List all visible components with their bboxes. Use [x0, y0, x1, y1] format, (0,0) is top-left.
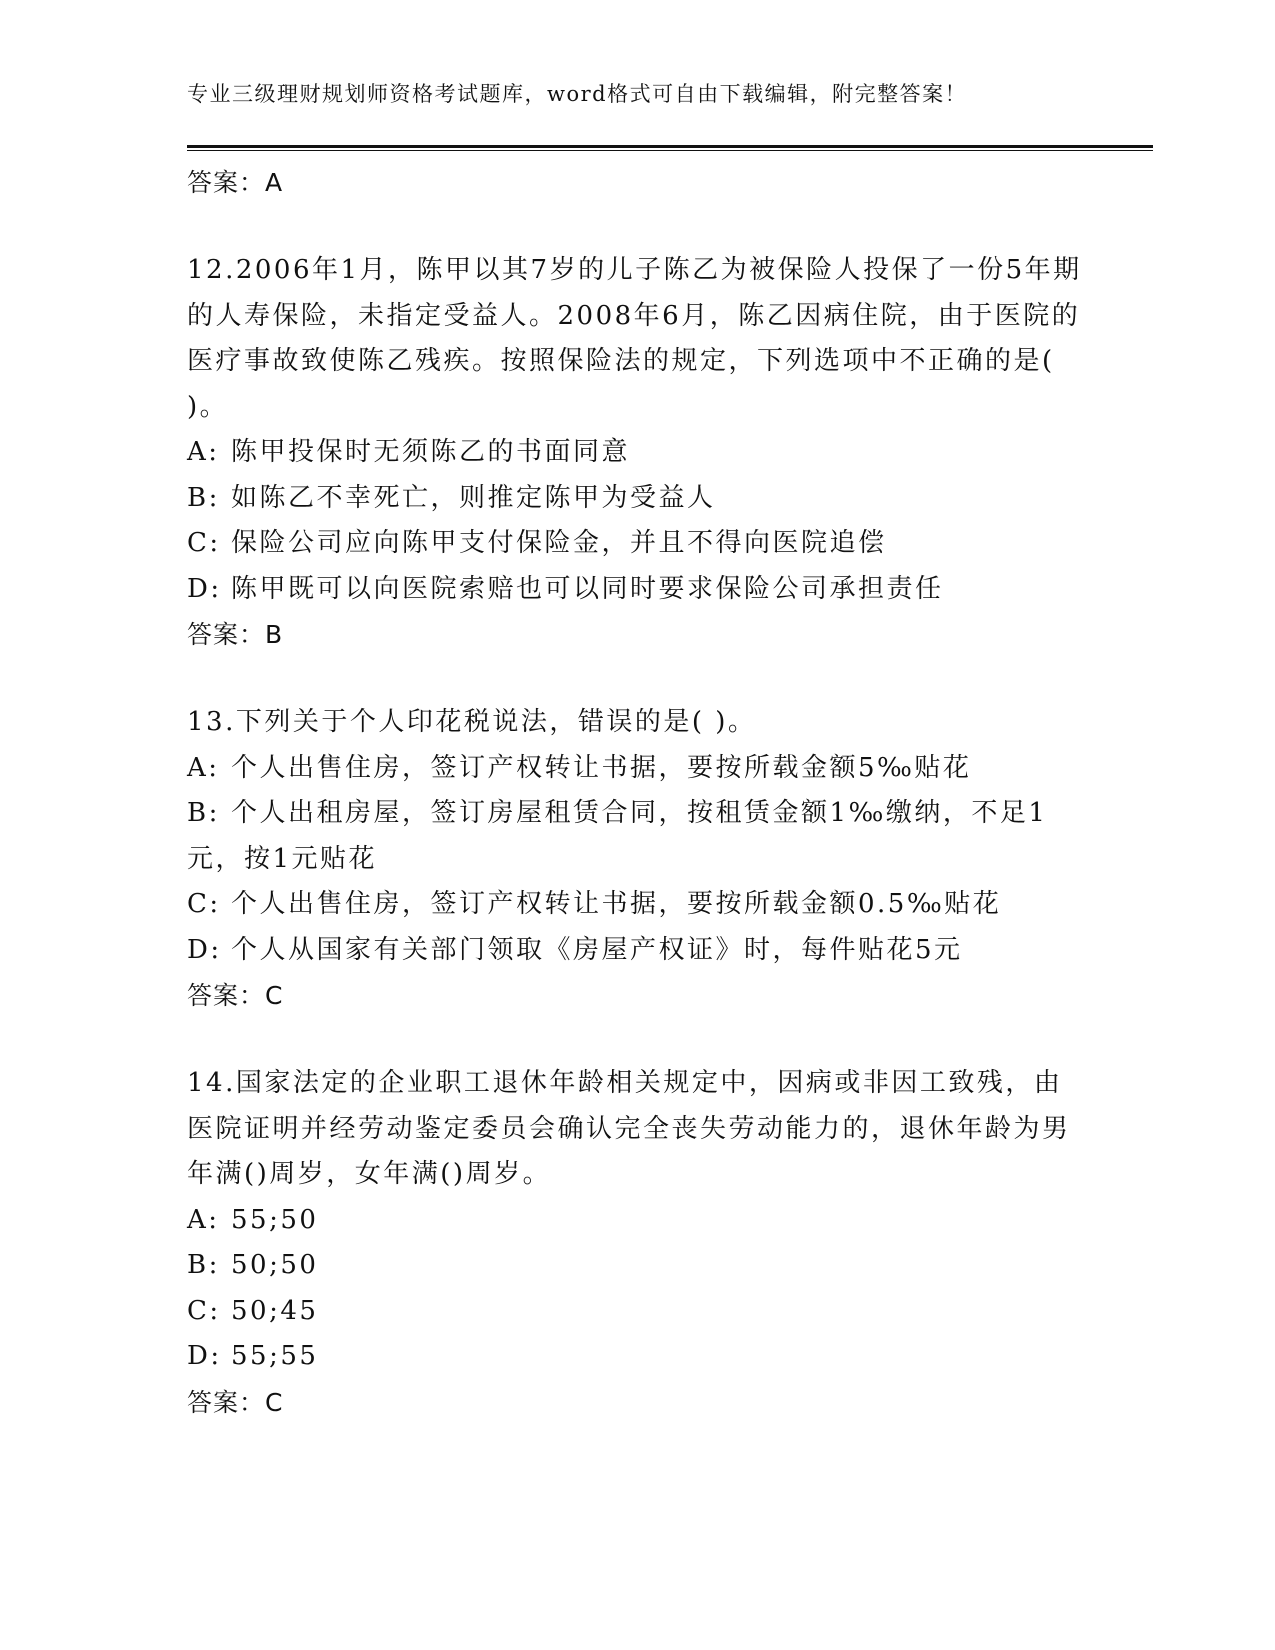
option-text: 个人出售住房，签订产权转让书据，要按所载金额0.5‰贴花 — [231, 889, 1002, 919]
answer-line: 答案：A — [187, 168, 284, 197]
question-stem: 12.2006年1月，陈甲以其7岁的儿子陈乙为被保险人投保了一份5年期的人寿保险，未指定受益人。2008年6月，陈乙因病住院，由于医院的医疗事故致使陈乙残疾。按照保险法的规定，下列选项中不正确的是( )。 — [187, 255, 1082, 422]
option-text: 55;50 — [231, 1204, 319, 1235]
option-label: B: — [187, 1250, 220, 1280]
option-d — [187, 1334, 1087, 1380]
option-text: 50;45 — [231, 1295, 319, 1326]
page-header: 专业三级理财规划师资格考试题库，word格式可自由下载编辑，附完整答案！ — [187, 82, 968, 106]
option-label: A: — [187, 752, 220, 783]
document-body — [187, 160, 1087, 1426]
option-label: D: — [187, 573, 222, 604]
option-text: 保险公司应向陈甲支付保险金，并且不得向医院追偿 — [231, 528, 887, 558]
option-label: C: — [187, 1295, 221, 1326]
option-b — [187, 1243, 1087, 1289]
option-text: 如陈乙不幸死亡，则推定陈甲为受益人 — [231, 482, 716, 513]
option-label: D: — [187, 1341, 222, 1371]
option-d — [187, 567, 1087, 613]
option-a — [187, 746, 1087, 792]
answer-line: 答案：C — [187, 1387, 284, 1417]
option-c — [187, 521, 1087, 567]
header-rule — [187, 145, 1153, 151]
question-14 — [187, 1061, 1087, 1426]
option-text: 50;50 — [231, 1250, 319, 1280]
answer-line: 答案：C — [187, 981, 284, 1010]
option-text: 陈甲既可以向医院索赔也可以同时要求保险公司承担责任 — [231, 573, 944, 604]
answer-line: 答案：B — [187, 620, 284, 649]
option-text: 个人从国家有关部门领取《房屋产权证》时，每件贴花5元 — [231, 934, 963, 965]
option-label: B: — [187, 798, 220, 828]
option-label: C: — [187, 889, 221, 919]
question-13 — [187, 700, 1087, 1019]
question-stem: 14.国家法定的企业职工退休年龄相关规定中，因病或非因工致残，由医院证明并经劳动鉴定委员会确认完全丧失劳动能力的，退休年龄为男年满()周岁，女年满()周岁。 — [187, 1068, 1071, 1189]
option-label: A: — [187, 1204, 220, 1235]
option-b — [187, 476, 1087, 522]
option-a — [187, 430, 1087, 476]
option-c — [187, 1289, 1087, 1335]
option-text: 个人出租房屋，签订房屋租赁合同，按租赁金额1‰缴纳，不足1元，按1元贴花 — [187, 798, 1048, 874]
option-d — [187, 928, 1087, 974]
option-label: A: — [187, 437, 220, 467]
option-a — [187, 1198, 1087, 1244]
option-label: C: — [187, 528, 221, 558]
option-label: B: — [187, 482, 220, 513]
option-label: D: — [187, 934, 222, 965]
question-12 — [187, 248, 1087, 658]
option-text: 个人出售住房，签订产权转让书据，要按所载金额5‰贴花 — [231, 752, 972, 783]
option-text: 55;55 — [231, 1341, 319, 1371]
option-text: 陈甲投保时无须陈乙的书面同意 — [231, 437, 631, 467]
option-b — [187, 791, 1087, 882]
question-stem: 13.下列关于个人印花税说法，错误的是( )。 — [187, 707, 757, 737]
option-c — [187, 882, 1087, 928]
